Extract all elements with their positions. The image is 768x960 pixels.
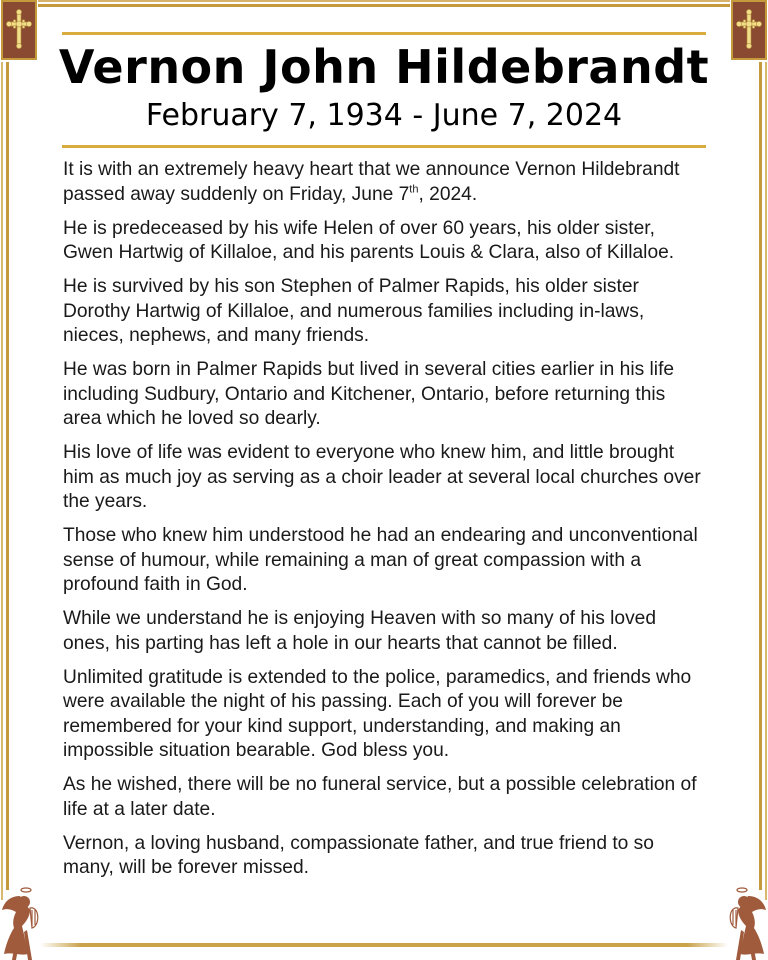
frame-left-outer-line — [1, 62, 3, 900]
frame-bottom-line — [40, 943, 728, 947]
header-bottom-rule — [62, 145, 706, 148]
life-dates: February 7, 1934 - June 7, 2024 — [145, 98, 623, 133]
obituary-body — [63, 158, 706, 890]
angel-harp-icon — [724, 882, 768, 960]
frame-right-inner-line — [759, 62, 762, 890]
frame-top-outer-line — [38, 0, 730, 2]
paragraph-biography: He was born in Palmer Rapids but lived in several cities earlier in his life including Sudbury, Ontario and Kitchener, Ontario, before returning this area which he loved so dearly. — [63, 359, 675, 429]
paragraph-text: It is with an extremely heavy heart that we announce Vernon Hildebrandt passed away suddenly on Friday, June 7 — [63, 159, 680, 205]
paragraph-announcement — [63, 158, 706, 207]
paragraph-text: , 2024. — [418, 183, 478, 205]
paragraph-predeceased: He is predeceased by his wife Helen of over 60 years, his older sister, Gwen Hartwig of Killaloe, and his parents Louis & Clara, also of Killaloe. — [63, 217, 675, 263]
paragraph-gratitude: Unlimited gratitude is extended to the police, paramedics, and friends who were available the night of his passing. Each of you will forever be remembered for your kind support, understanding, and making an impossible situation bearable. God bless you. — [63, 666, 692, 761]
paragraph-closing: Vernon, a loving husband, compassionate father, and true friend to so many, will be forever missed. — [63, 832, 654, 878]
paragraph-character: Those who knew him understood he had an endearing and unconventional sense of humour, while remaining a man of great compassion with a profound faith in God. — [63, 525, 698, 595]
paragraph-survived: He is survived by his son Stephen of Palmer Rapids, his older sister Dorothy Hartwig of Killaloe, and numerous families including in-laws, nieces, nephews, and many friends. — [63, 276, 645, 346]
frame-right-outer-line — [765, 62, 767, 900]
ordinal-suffix: th — [409, 183, 419, 196]
deceased-name: Vernon John Hildebrandt — [58, 40, 710, 94]
frame-top-inner-line — [38, 4, 730, 7]
paragraph-love-of-life: His love of life was evident to everyone who knew him, and little brought him as much joy as serving as a choir leader at several local churches over the years. — [63, 442, 701, 512]
paragraph-heaven: While we understand he is enjoying Heaven with so many of his loved ones, his parting has left a hole in our hearts that cannot be filled. — [63, 608, 657, 654]
frame-left-inner-line — [6, 62, 9, 890]
angel-harp-icon — [0, 882, 44, 960]
header-top-rule — [62, 32, 706, 35]
paragraph-service: As he wished, there will be no funeral service, but a possible celebration of life at a later date. — [63, 774, 697, 820]
